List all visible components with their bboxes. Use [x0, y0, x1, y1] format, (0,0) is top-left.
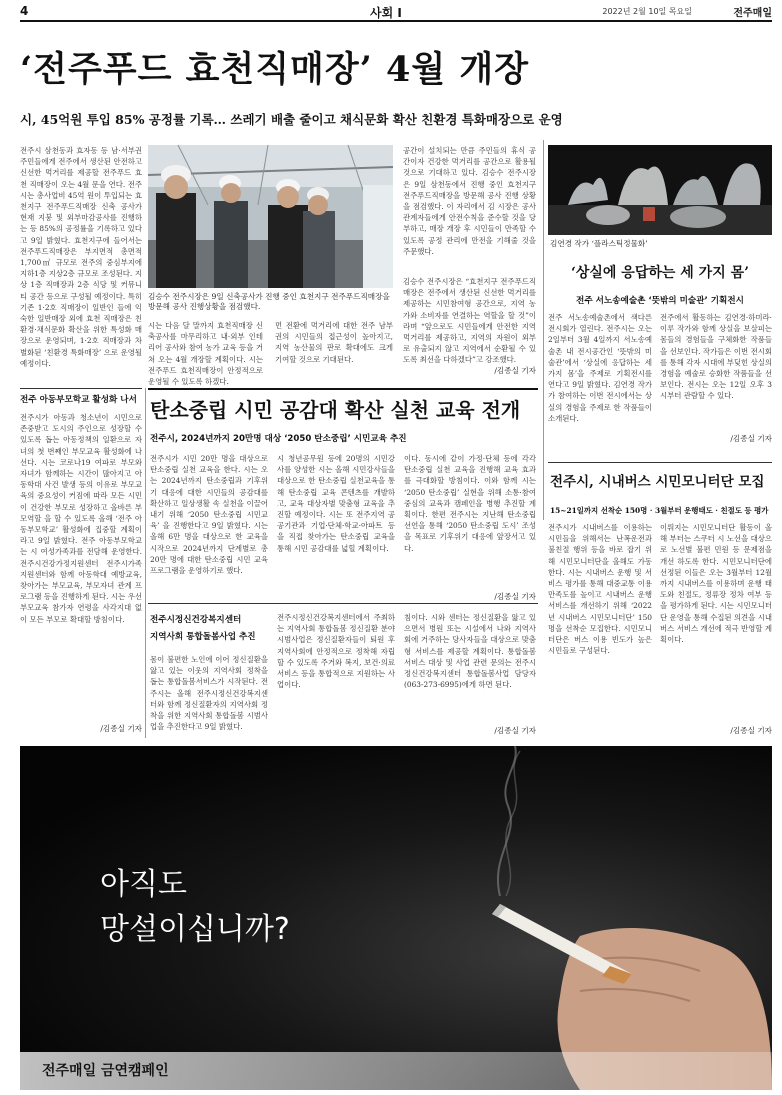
ad-line-1: 아직도: [100, 867, 187, 902]
bus-subhead: 15~21일까지 선착순 150명 · 3월부터 운행태도 · 친절도 등 평가: [550, 506, 769, 515]
mental-byline: /김종실 기자: [494, 726, 536, 735]
bus-byline: /김종실 기자: [730, 726, 772, 735]
lead-column-4b: 김승수 전주시장은 “효천지구 전주푸드직매장은 전주에서 생산된 신선한 먹거리를 제공하는 시민참여형 공간으로, 지역 농가와 소비자를 연결하는 역할을 할 것”이라며 “앞으로도 시민들에게 안전한 지역 먹거리를 제공하고, 지역의 자원이 외부로 유출되지 않고 지역에서 순환될 수 있도록 최선을 다하겠다”고 강조했다.: [403, 277, 536, 365]
lead-headline: ‘전주푸드 효천직매장’ 4월 개장: [20, 49, 529, 90]
mental-column-1: 몸이 불편한 노인에 이어 정신질환을 앓고 있는 이웃의 지역사회 정착을 돕는 통합돌봄서비스가 시작된다. 전주시는 올해 전주시정신건강복지센터와 함께 정신질환자의 지역사회 정착을 위한 지역사회 통합돌봄 시범사업을 추진한다고 9일 밝혔다.: [150, 655, 268, 732]
brief-top-rule: [20, 388, 142, 389]
brief-headline: 전주 아동부모학교 활성화 나서: [20, 395, 137, 405]
section-name: 사회 I: [370, 6, 402, 20]
mental-column-3: 침이다. 시와 센터는 정신질환을 앓고 있으면서 병원 또는 시설에서 나와 지역사회에 거주하는 당사자들을 대상으로 맞춤형 서비스를 제공할 계획이다. 통합돌봄서비스 대상 및 사업 관련 문의는 전주시정신건강복지센터 통합돌봄사업 담당자(063-273-6995)에게 하면 된다.: [404, 613, 536, 690]
lead-subheadline: 시, 45억원 투입 85% 공정률 기록… 쓰레기 배출 줄이고 채식문화 확산 친환경 특화매장으로 운영: [20, 112, 563, 127]
bus-column-2: 이뤄지는 시민모니터단 활동이 올해 부터는 스쿠터 시 노선을 대상으로 노선별 불편 민원 등 문제점을 개선 하도록 한다. 시민모니터단에 선정된 이들은 오는 3월부터 12월까지 시내버스를 이용하며 운행 태도와 친절도, 정류장 정차 여부 등을 평가하게 된다. 시는 시민모니터단 운영을 통해 수집된 의견을 시내버스 서비스 개선에 적극 반영할 계획이다.: [660, 523, 772, 645]
bus-headline: 전주시, 시내버스 시민모니터단 모집: [550, 474, 765, 490]
lead-column-3: 먼 전환에 먹거리에 대한 전주 남부권의 시민들의 접근성이 높아지고, 지역 농산물의 판로 확대에도 크게 기여할 것으로 기대된다.: [275, 321, 393, 364]
ad-line-2: 망설이십니까?: [100, 912, 290, 947]
ad-caption: 전주매일 금연캠페인: [42, 1063, 169, 1079]
bus-column-1: 전주시가 시내버스를 이용하는 시민들을 위해서는 난폭운전과 불친절 행위 등을 바로 잡기 위해 시민모니터단을 올해도 가동한다. 시는 시내버스 운행 및 서비스 평가를 통해 대중교통 이용 만족도를 높이고 시내버스 운행 서비스를 개선하기 위해 ‘2022년 시내버스 시민모니터단’ 150명을 선착순 모집한다. 시민모니터단은 버스 이용 빈도가 높은 시민들로 구성된다.: [548, 523, 652, 656]
art-column-2: 전주에서 활동하는 김연경·하미라·이루 작가와 함께 상실을 보살피는 몸들의 경험들을 구체화한 작품들을 선보인다. 작가들은 이번 전시회를 통해 각자 시대에 부딪힌 상실의 경험을 예술로 승화한 작품들을 선보인다. 전시는 오는 12일 오후 3시부터 관람할 수 있다.: [660, 313, 772, 401]
construction-site-illustration: [148, 145, 393, 288]
lead-column-4a: 공간이 설치되는 만큼 주민들의 휴식 공간이자 건강한 먹거리를 공간으로 활용될 것으로 기대하고 있다. 김승수 전주시장은 9일 삼천동에서 진행 중인 효천지구 전주푸드직매장을 방문해 공사 진행 상황을 점검했다. 이 자리에서 김 시장은 공사 관계자들에게 안전수칙을 준수할 것을 당부하고, 매장 개장 후 시민들이 만족할 수 있도록 공정 관리에 만전을 기해줄 것을 주문했다.: [403, 146, 536, 256]
carbon-headline: 탄소중립 시민 공감대 확산 실천 교육 전개: [150, 398, 521, 422]
carbon-column-2: 시 청년공무원 등에 20명의 시민강사를 양성한 시는 올해 시민강사들을 대상으로 한 탄소중립 실천교육을 통해 탄소중립 교육 콘텐츠를 개발하고, 교육 대상자별 맞춤형 교육을 추진할 예정이다. 시는 또 전주지역 공공기관과 기업·단체·학교·아파트 등을 직접 찾아가는 탄소중립 교육을 통해 시민 공감대를 넓힐 계획이다.: [277, 454, 395, 553]
carbon-rule: [148, 388, 538, 390]
mental-column-2: 전주시정신건강복지센터에서 주최하는 지역사회 통합돌봄 정신질환 분야 시범사업은 정신질환자들이 퇴원 후 지역사회에 안정적으로 정착해 자립할 수 있도록 주거와 복지, 보건·의료 서비스 등을 통합적으로 지원하는 사업이다.: [277, 613, 395, 690]
header-rule: [20, 20, 772, 22]
carbon-subhead: 전주시, 2024년까지 20만명 대상 ‘2050 탄소중립’ 시민교육 추진: [150, 434, 407, 444]
anti-smoking-ad: [20, 746, 772, 1090]
masthead: 전주매일: [733, 8, 772, 19]
brief-byline: /김종실 기자: [100, 724, 142, 733]
page-header: [20, 4, 772, 20]
page-number: 4: [20, 4, 29, 18]
mental-headline-1: 전주시정신건강복지센터: [150, 615, 242, 625]
lead-byline: /김종실 기자: [494, 366, 536, 375]
bus-rule: [548, 462, 772, 463]
art-photo-caption: 김연경 작가 ‘플라스틱정물화’: [550, 239, 648, 248]
lead-photo: [148, 145, 393, 288]
mental-rule: [148, 603, 538, 604]
mental-headline-2: 지역사회 통합돌봄사업 추진: [150, 632, 256, 642]
brief-divider: [145, 388, 146, 738]
glass-animals-illustration: [548, 145, 772, 235]
art-photo: [548, 145, 772, 235]
ad-caption-bar: [20, 1052, 772, 1090]
column-divider: [543, 140, 544, 520]
art-headline: ‘상실에 응답하는 세 가지 몸’: [570, 265, 749, 281]
brief-body: 전주시가 아동과 청소년이 시민으로 존중받고 도시의 주인으로 성장할 수 있도록 돕는 아동정책의 일환으로 자녀의 첫 번째인 부모교육 활성화에 나선다. 시는 코로나19 여파로 부모와 자녀가 함께하는 시간이 많아지고 아동학대 사건 발생 등의 이유로 부모교육의 중요성이 커짐에 따라 모든 시민이 건강한 부모로 성장하고 올바른 부모역할 을 할 수 있도록 올해 ‘전주 아동부모학교’ 활성화에 집중할 계획이라고 9일 밝혔다. 전주 아동부모학교는 시 여성가족과를 전담해 운영한다. 전주시건강가정지원센터 전주시가족지원센터와 함께 아동학대 예방교육, 찾아가는 부모교육, 부모자녀 관계 프로그램 등을 진행하게 된다. 시는 우선 부모교육 참가자 연령을 사각지대 없이 모든 부모로 확대할 방침이다.: [20, 413, 142, 624]
carbon-byline: /김종실 기자: [494, 592, 536, 601]
carbon-column-1: 전주시가 시민 20만 명을 대상으로 탄소중립 실천 교육을 한다. 시는 오는 2024년까지 탄소중립과 기후위기 대응에 대한 시민들의 공감대를 확산하고 일상생활 속 실천을 이끌어내기 위해 ‘2050 탄소중립 시민교육’ 을 진행한다고 9일 밝혔다. 시는 올해 6만 명을 대상으로 한 교육을 시작으로 2024년까지 단계별로 총 20만 명에 대한 탄소중립 시민 교육 프로그램을 운영하기로 했다.: [150, 454, 268, 576]
carbon-column-3: 이다. 동시에 같이 가정·단체 등에 각각 탄소중립 실천 교육을 진행해 교육 효과를 극대화할 방침이다. 이와 함께 시는 ‘2050 탄소중립’ 실현을 위해 소통·참여 중심의 교육과 캠페인을 병행 추진할 계획이다. 한편 전주시는 지난해 탄소중립 선언을 통해 ‘2050 탄소중립 도시’ 조성을 목표로 기후위기 대응에 앞장서고 있다.: [404, 454, 536, 553]
ad-headline: [100, 862, 290, 952]
art-column-1: 전주 서노송예술촌에서 색다른 전시회가 열린다. 전주시는 오는 2일부터 3월 4일까지 서노송예술촌 내 전시공간인 ‘뜻밖의 미술관’에서 ‘상실에 응답하는 세 가지 몸’을 주제로 기획전시를 연다고 9일 밝혔다. 김연경 작가가 참여하는 이번 전시에서는 상실의 경험을 주제로 한 작품들이 소개된다.: [548, 313, 652, 423]
lead-column-2: 시는 다음 달 말까지 효천직매장 신축공사를 마무리하고 내·외부 인테리어 공사와 참여 농가 교육 등을 거쳐 오는 4월 개장할 계획이다. 시는 전주푸드 효천직매장이 안정적으로 운영될 수 있도록 하겠다.: [148, 321, 263, 387]
lead-photo-caption: 김승수 전주시장은 9일 신축공사가 진행 중인 효천지구 전주푸드직매장을 방문해 공사 진행상황을 점검했다.: [148, 292, 390, 311]
art-byline: /김종실 기자: [730, 434, 772, 443]
issue-date: 2022년 2월 10일 목요일: [602, 7, 692, 16]
art-subhead: 전주 서노송예술촌 ‘뜻밖의 미술관’ 기획전시: [576, 296, 744, 306]
lead-column-1: 전주시 삼천동과 효자동 등 남·서부권 주민들에게 전주에서 생산된 안전하고 신선한 먹거리를 제공할 전주푸드 효천 직매장이 오는 4월 문을 연다. 전주시는 총사업비 45억 원이 투입되는 효천지구 전주푸드직매장 신축 공사가 현재 지붕 및 외부마감공사를 진행하는 등 85%의 공정률을 기록하고 있다고 9일 밝혔다. 효천지구에 들어서는 전주푸드직매장은 부지면적 총면적 1,700㎡ 규모로 전주의 중심부지에 지하1층 지상2층 규모로 조성된다. 지상 1층 직매장과 2층 식당 및 커뮤니티 공간 등으로 구성될 예정이다. 특히 기존 1·2호 직매장이 일반인 들에 익숙한 일반매장 외에 효천 직매장은 친환경·채식문화 확산을 위한 특성화 매장으로 운영되며, 1·2호 직매장과 차별화된 ‘친환경 특화매장’ 으로 운영될 예정이다.: [20, 146, 142, 368]
